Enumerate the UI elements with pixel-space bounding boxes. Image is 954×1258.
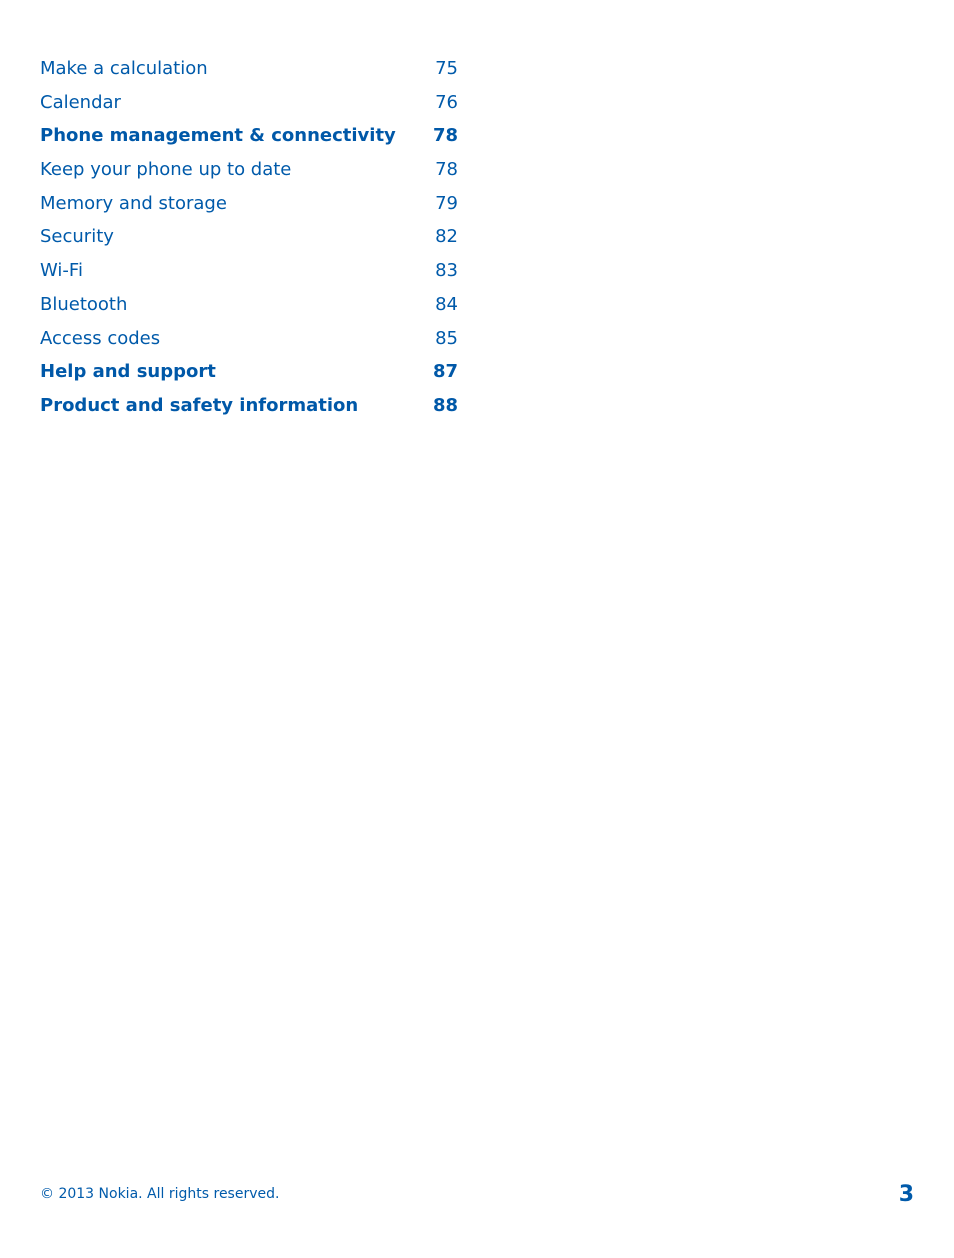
toc-section-title: Product and safety information xyxy=(40,394,359,416)
toc-section-page: 78 xyxy=(432,125,458,147)
toc-entry-bluetooth[interactable] xyxy=(40,288,458,322)
toc-entry-wi-fi[interactable] xyxy=(40,254,458,288)
toc-entry-title: Make a calculation xyxy=(40,58,208,79)
table-of-contents xyxy=(40,52,458,423)
toc-entry-calendar[interactable] xyxy=(40,86,458,120)
toc-entry-title: Security xyxy=(40,226,114,248)
toc-section-help-and-support[interactable] xyxy=(40,355,458,389)
toc-entry-title: Calendar xyxy=(40,91,121,113)
toc-entry-security[interactable] xyxy=(40,220,458,254)
footer-copyright: © 2013 Nokia. All rights reserved. xyxy=(40,1186,280,1202)
toc-entry-access-codes[interactable] xyxy=(40,322,458,356)
toc-entry-page: 79 xyxy=(435,192,458,214)
footer-page-number: 3 xyxy=(898,1182,914,1207)
toc-entry-page: 83 xyxy=(435,260,458,282)
toc-section-title: Help and support xyxy=(40,361,216,383)
toc-entry-title: Bluetooth xyxy=(40,293,128,315)
toc-entry-title: Wi-Fi xyxy=(40,260,83,282)
toc-section-title: Phone management & connectivity xyxy=(40,125,396,147)
toc-entry-make-a-calculation[interactable] xyxy=(40,52,458,86)
toc-section-page: 88 xyxy=(432,394,458,416)
toc-entry-page: 82 xyxy=(435,226,458,248)
toc-entry-page: 84 xyxy=(435,293,458,315)
toc-entry-title: Access codes xyxy=(40,327,161,349)
toc-section-phone-management[interactable] xyxy=(40,119,458,153)
toc-entry-page: 85 xyxy=(435,327,458,349)
toc-section-page: 87 xyxy=(432,361,458,383)
toc-entry-memory-and-storage[interactable] xyxy=(40,187,458,221)
toc-entry-title: Memory and storage xyxy=(40,192,227,214)
toc-entry-title: Keep your phone up to date xyxy=(40,159,292,181)
toc-entry-page: 78 xyxy=(435,159,458,181)
toc-section-product-and-safety[interactable] xyxy=(40,389,458,423)
toc-entry-page: 76 xyxy=(435,91,458,113)
toc-entry-keep-phone-up-to-date[interactable] xyxy=(40,153,458,187)
toc-entry-page: 75 xyxy=(435,58,458,79)
